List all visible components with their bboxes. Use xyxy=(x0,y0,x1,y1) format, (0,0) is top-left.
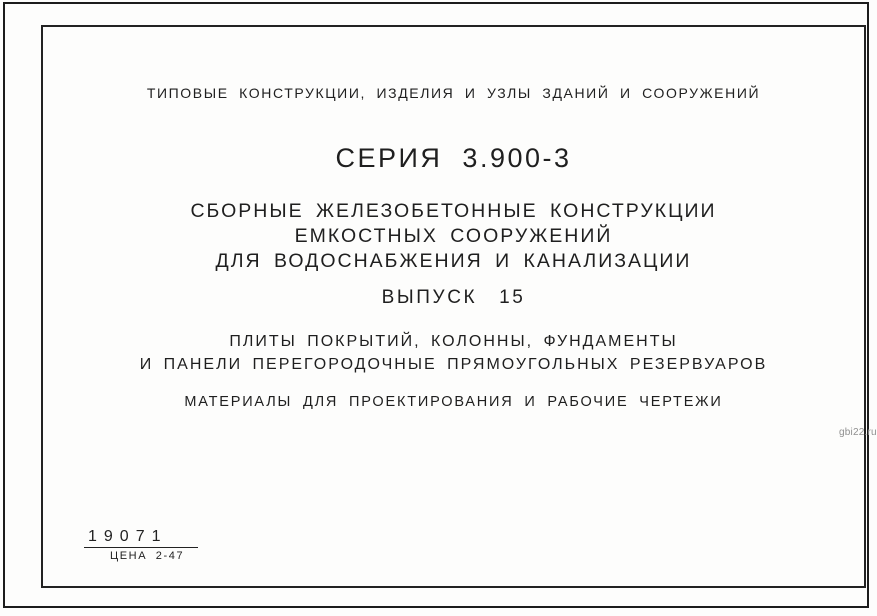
issue-number: ВЫПУСК 15 xyxy=(381,287,526,308)
issue-subtitle-line-2: И ПАНЕЛИ ПЕРЕГОРОДОЧНЫЕ ПРЯМОУГОЛЬНЫХ РЕЗЕРВУАРОВ xyxy=(139,356,768,373)
issue-subtitle-line-1: ПЛИТЫ ПОКРЫТИЙ, КОЛОННЫ, ФУНДАМЕНТЫ xyxy=(229,333,678,350)
main-title-line-3: ДЛЯ ВОДОСНАБЖЕНИЯ И КАНАЛИЗАЦИИ xyxy=(215,250,692,272)
main-title-line-2: ЕМКОСТНЫХ СООРУЖЕНИЙ xyxy=(294,225,613,247)
document-code: 19071 xyxy=(88,528,168,545)
series-number-title: СЕРИЯ 3.900-3 xyxy=(335,143,572,173)
series-category-header: ТИПОВЫЕ КОНСТРУКЦИИ, ИЗДЕЛИЯ И УЗЛЫ ЗДАНИЙ И СООРУЖЕНИЙ xyxy=(146,85,761,101)
footer-underline xyxy=(84,547,198,548)
materials-note: МАТЕРИАЛЫ ДЛЯ ПРОЕКТИРОВАНИЯ И РАБОЧИЕ ЧЕРТЕЖИ xyxy=(184,394,723,410)
price-label: ЦЕНА 2-47 xyxy=(110,550,185,562)
site-watermark: gbi22.ru xyxy=(839,427,877,438)
main-title-line-1: СБОРНЫЕ ЖЕЛЕЗОБЕТОННЫЕ КОНСТРУКЦИИ xyxy=(190,200,717,222)
